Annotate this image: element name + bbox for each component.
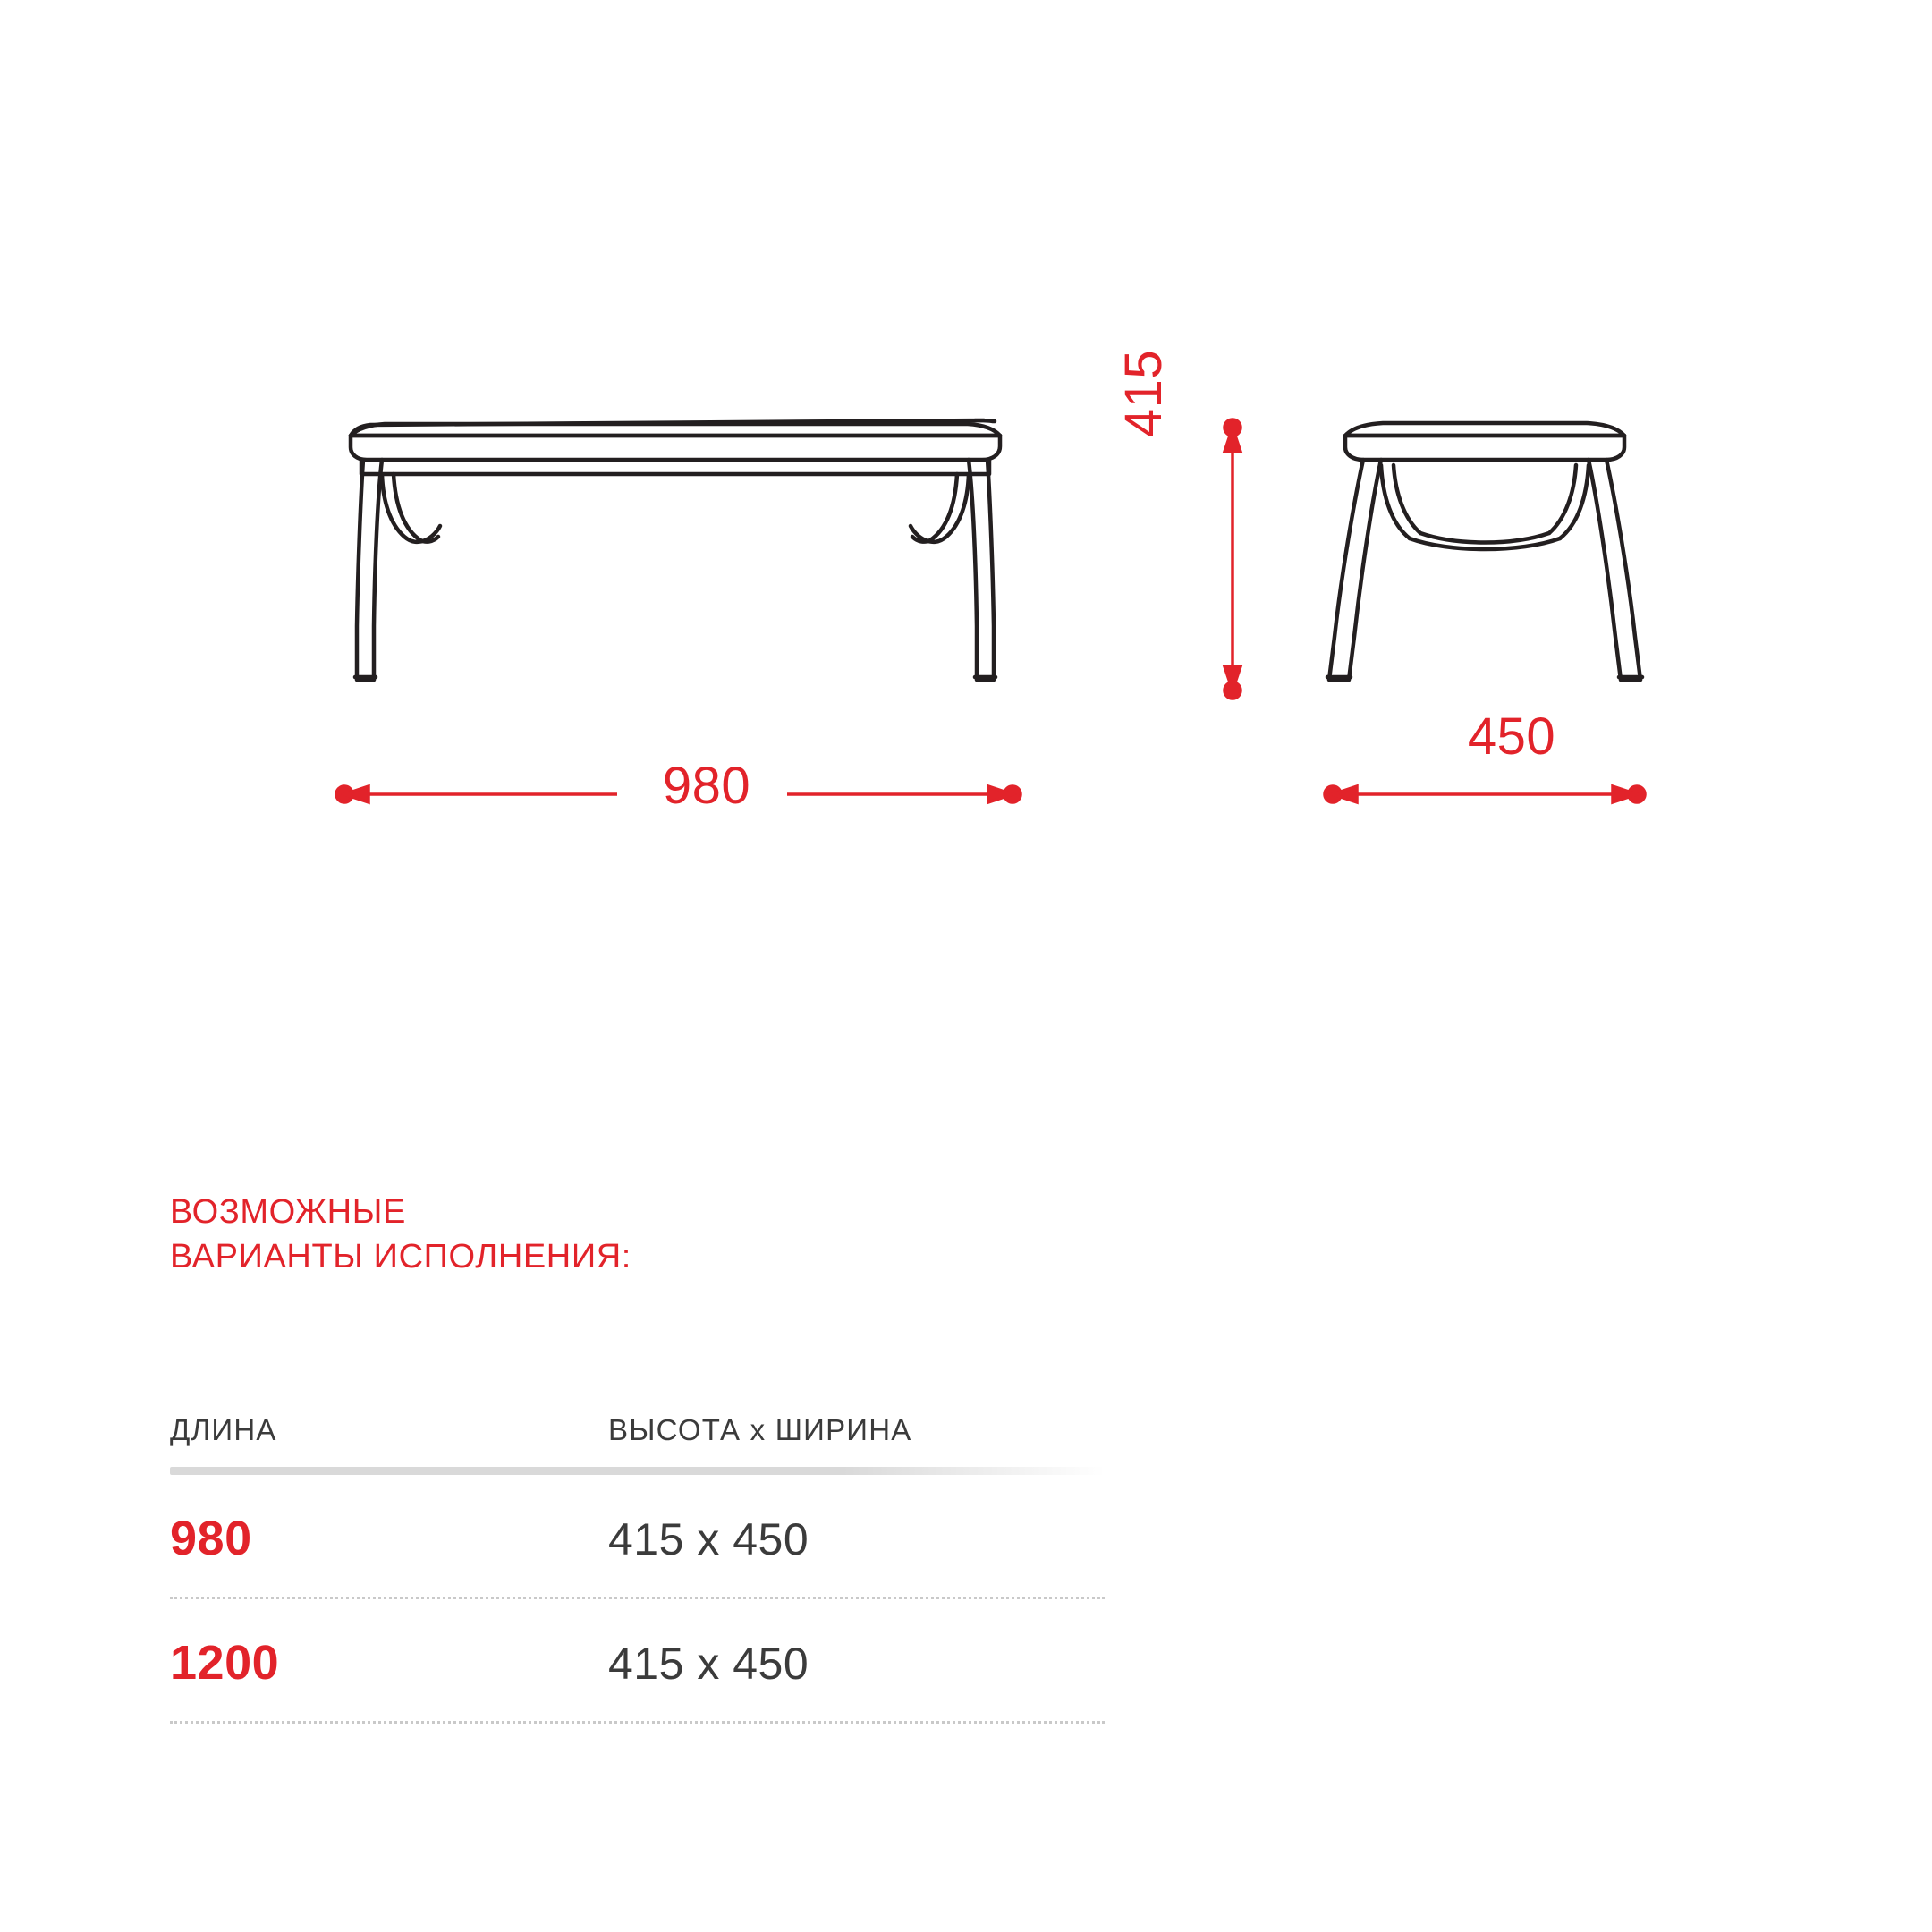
cell-length: 980 <box>170 1512 252 1565</box>
variants-title-line-1: ВОЗМОЖНЫЕ <box>170 1193 406 1231</box>
bench-drawing-svg <box>0 0 1932 894</box>
cell-length: 1200 <box>170 1636 280 1690</box>
variants-heading-block <box>170 1190 1333 1279</box>
column-header-height-width: ВЫСОТА х ШИРИНА <box>608 1413 912 1446</box>
dimension-length-label: 980 <box>662 757 751 815</box>
column-header-length: ДЛИНА <box>170 1413 277 1446</box>
table-header-rule <box>170 1467 1105 1475</box>
table-row <box>170 1475 1105 1599</box>
technical-drawing-area <box>0 0 1932 894</box>
dimension-height <box>1224 419 1241 699</box>
dimension-height-label: 415 <box>1114 349 1173 438</box>
variants-table <box>170 1413 1118 1724</box>
variants-table-header <box>170 1413 1118 1467</box>
bench-front-view <box>351 420 1000 680</box>
cell-height-width: 415 х 450 <box>608 1639 809 1689</box>
dimension-width-label: 450 <box>1467 708 1556 766</box>
variants-title <box>170 1190 1333 1279</box>
table-row <box>170 1599 1105 1724</box>
variants-title-line-2: ВАРИАНТЫ ИСПОЛНЕНИЯ: <box>170 1238 631 1276</box>
cell-height-width: 415 х 450 <box>608 1514 809 1564</box>
bench-side-view <box>1327 423 1642 680</box>
dimension-width <box>1325 786 1645 802</box>
